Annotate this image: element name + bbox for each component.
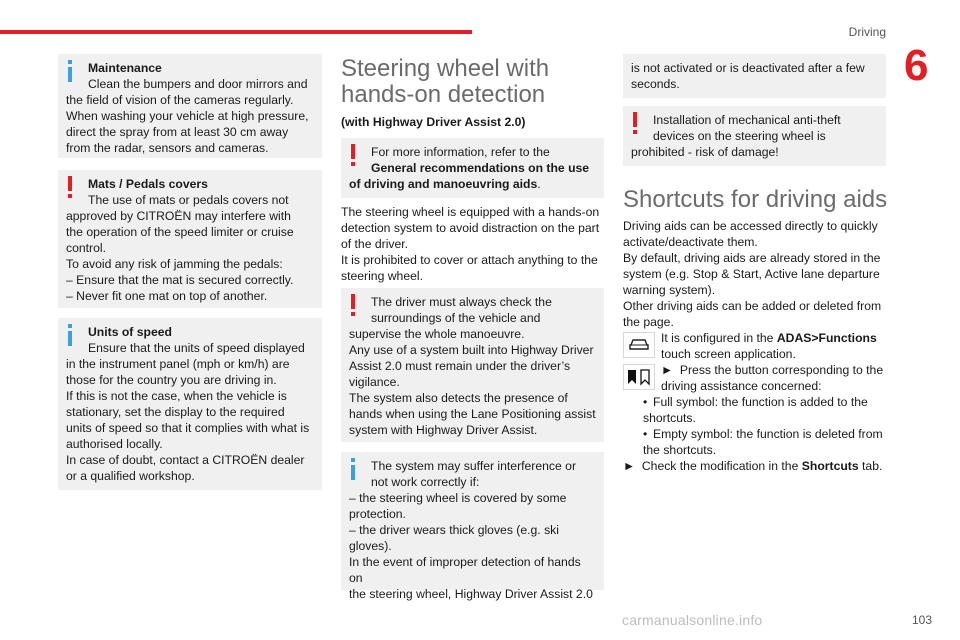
- configure-line: touch screen application.: [661, 347, 796, 361]
- mats-text: To avoid any risk of jamming the pedals:: [66, 257, 283, 271]
- bookmark-icon: [623, 364, 655, 390]
- units-title: Units of speed: [88, 325, 172, 339]
- info-text: The system may suffer interference or: [371, 459, 577, 473]
- warning-text: For more information, refer to the: [371, 145, 550, 159]
- paragraph-line: warning system).: [623, 283, 716, 297]
- units-text: authorised locally.: [66, 437, 163, 451]
- check-text: tab.: [858, 459, 883, 473]
- info-text: In the event of improper detection of hands on: [349, 555, 581, 585]
- configure-step: [661, 330, 886, 362]
- paragraph-line: of the driver.: [341, 237, 409, 251]
- check-line: [623, 458, 886, 474]
- warning-text: vigilance.: [349, 375, 400, 389]
- mats-text: – Ensure that the mat is secured correctly.: [66, 273, 294, 287]
- arrow-icon: ►: [661, 363, 674, 377]
- info-icon: [66, 324, 78, 346]
- maintenance-text: direct the spray from at least 30 cm away: [66, 125, 289, 139]
- warning-text: system with Highway Driver Assist.: [349, 423, 538, 437]
- warning-text: [349, 176, 596, 192]
- check-text: Check the modification in the: [641, 459, 802, 473]
- page-number: 103: [911, 613, 932, 627]
- warning-text: Installation of mechanical anti-theft: [653, 113, 841, 127]
- paragraph-line: detection system to avoid distraction on the part: [341, 221, 600, 235]
- warning-text: supervise the whole manoeuvre.: [349, 327, 525, 341]
- mats-text: The use of mats or pedals covers not: [88, 193, 289, 207]
- bullet-dot: •: [643, 427, 648, 441]
- warning-text: devices on the steering wheel is: [653, 129, 826, 143]
- press-line: driving assistance concerned:: [661, 379, 822, 393]
- shortcuts-tab-link: Shortcuts: [801, 459, 859, 473]
- mats-warning-box: [58, 170, 322, 308]
- warning-text: The driver must always check the: [371, 295, 552, 309]
- warning-icon: [349, 294, 361, 316]
- paragraph-line: steering wheel.: [341, 269, 423, 283]
- interference-info-box: [341, 452, 604, 601]
- mats-text: the operation of the speed limiter or cruise: [66, 225, 294, 239]
- section-title: Driving: [848, 25, 886, 39]
- driver-check-warning-box: [341, 288, 604, 442]
- symbol-bullets: [631, 394, 886, 458]
- steering-heading: [341, 56, 549, 108]
- units-text: or a qualified workshop.: [66, 469, 195, 483]
- units-text: stationary, set the display to the required: [66, 405, 285, 419]
- arrow-icon: ►: [623, 459, 636, 473]
- bullet-text: Full symbol: the function is added to the: [653, 395, 868, 409]
- header-accent-bar: [0, 30, 472, 34]
- units-text: units of speed so that it complies with what is: [66, 421, 310, 435]
- units-text: those for the country you are driving in.: [66, 373, 277, 387]
- reference-link: of driving and manoeuvring aids: [349, 177, 538, 191]
- configure-line: [661, 330, 886, 346]
- info-text: gloves).: [349, 539, 392, 553]
- info-text: – the driver wears thick gloves (e.g. ski: [349, 523, 559, 537]
- paragraph-line: Other driving aids can be added or deleted from: [623, 299, 882, 313]
- interference-info-continued: [623, 54, 886, 98]
- bullet-dot: •: [643, 395, 648, 409]
- maintenance-text: Clean the bumpers and door mirrors and: [88, 77, 308, 91]
- maintenance-text: the field of vision of the cameras regularly.: [66, 93, 294, 107]
- paragraph-line: system (e.g. Stop & Start, Active lane departure: [623, 267, 880, 281]
- maintenance-info-box: [58, 54, 322, 158]
- bullet-item: [631, 394, 886, 410]
- adas-functions-link: ADAS>Functions: [776, 331, 877, 345]
- bullet-text: the shortcuts.: [643, 443, 717, 457]
- warning-text: Any use of a system built into Highway Driver: [349, 343, 594, 357]
- press-text: Press the button corresponding to the: [679, 363, 884, 377]
- heading-line: Steering wheel with: [341, 55, 550, 82]
- anti-theft-warning-box: [623, 106, 886, 166]
- shortcuts-description: [623, 218, 886, 330]
- units-text: in the instrument panel (mph or km/h) are: [66, 357, 290, 371]
- mats-title: Mats / Pedals covers: [88, 177, 208, 191]
- car-icon: [623, 332, 655, 358]
- warning-icon: [631, 112, 643, 134]
- units-info-box: [58, 318, 322, 490]
- info-text: not work correctly if:: [371, 475, 480, 489]
- punctuation: .: [537, 177, 541, 191]
- configure-text: It is configured in the: [661, 331, 777, 345]
- units-text: In case of doubt, contact a CITROËN dealer: [66, 453, 305, 467]
- mats-text: control.: [66, 241, 106, 255]
- paragraph-line: By default, driving aids are already stored in the: [623, 251, 881, 265]
- general-recommendations-warning-box: [341, 138, 604, 198]
- units-text: Ensure that the units of speed displayed: [88, 341, 305, 355]
- bullet-text: Empty symbol: the function is deleted from: [653, 427, 883, 441]
- paragraph-line: The steering wheel is equipped with a hands-on: [341, 205, 600, 219]
- warning-text: The system also detects the presence of: [349, 391, 568, 405]
- heading-line: hands-on detection: [341, 81, 546, 108]
- warning-text: prohibited - risk of damage!: [631, 145, 779, 159]
- press-button-step: [661, 362, 886, 394]
- info-icon: [66, 60, 78, 82]
- chapter-number: 6: [904, 41, 929, 90]
- info-text: seconds.: [631, 77, 680, 91]
- bullet-item: [631, 426, 886, 442]
- steering-subhead: (with Highway Driver Assist 2.0): [341, 115, 526, 129]
- warning-text: Assist 2.0 must remain under the driver’s: [349, 359, 571, 373]
- paragraph-line: activate/deactivate them.: [623, 235, 758, 249]
- info-text: the steering wheel, Highway Driver Assist 2.0: [349, 587, 593, 601]
- warning-icon: [349, 144, 361, 166]
- watermark: carmanualsonline.info: [622, 612, 763, 628]
- warning-icon: [66, 176, 78, 198]
- mats-text: approved by CITROËN may interfere with: [66, 209, 291, 223]
- info-text: – the steering wheel is covered by some: [349, 491, 567, 505]
- paragraph-line: the page.: [623, 315, 674, 329]
- paragraph-line: It is prohibited to cover or attach anything to the: [341, 253, 598, 267]
- warning-text: hands when using the Lane Positioning assist: [349, 407, 596, 421]
- bullet-text: shortcuts.: [643, 411, 696, 425]
- hands-on-description: [341, 204, 604, 284]
- mats-text: – Never fit one mat on top of another.: [66, 289, 268, 303]
- shortcuts-heading: Shortcuts for driving aids: [623, 186, 888, 213]
- maintenance-text: When washing your vehicle at high pressure,: [66, 109, 309, 123]
- info-text: is not activated or is deactivated after a few: [631, 61, 865, 75]
- units-text: If this is not the case, when the vehicle is: [66, 389, 287, 403]
- info-icon: [349, 458, 361, 480]
- info-text: protection.: [349, 507, 406, 521]
- warning-text: General recommendations on the use: [371, 161, 590, 175]
- maintenance-title: Maintenance: [88, 61, 162, 75]
- warning-text: surroundings of the vehicle and: [371, 311, 541, 325]
- paragraph-line: Driving aids can be accessed directly to quickly: [623, 219, 878, 233]
- press-line: [661, 362, 886, 378]
- check-shortcuts-step: [623, 458, 886, 474]
- maintenance-text: from the radar, sensors and cameras.: [66, 141, 269, 155]
